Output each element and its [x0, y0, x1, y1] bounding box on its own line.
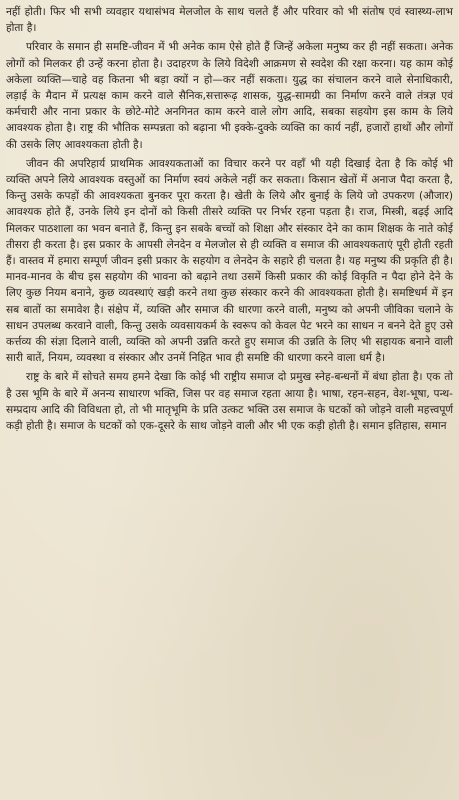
paragraph-4: राष्ट्र के बारे में सोचते समय हमने देखा कि कोई भी राष्ट्रीय समाज दो प्रमुख स्नेह-बन्धनों में बंधा होता है। एक तो है उस भूमि के बारे में अनन्य साधारण भक्ति, जिस पर वह समाज रहता आया है। भाषा, रहन-सहन, वेश-भूषा, पन्थ-सम्प्रदाय आदि की विविधता हो, तो भी मातृभूमि के प्रति उत्कट भक्ति उस समाज के घटकों को जोड़ने वाली महत्त्वपूर्ण कड़ी होती है। समाज के घटकों को एक-दूसरे के साथ जोड़ने वाली और भी एक कड़ी होती है। समान इतिहास, समान	[6, 371, 453, 433]
paragraph-3: जीवन की अपरिहार्य प्राथमिक आवश्यकताओं का विचार करने पर वहाँ भी यही दिखाई देता है कि कोई भी व्यक्ति अपने लिये आवश्यक वस्तुओं का निर्माण स्वयं अकेले नहीं कर सकता। किसान खेतों में अनाज पैदा करता है, किन्तु उसके कपड़ों की आवश्यकता बुनकर पूरा करता है। खेती के लिये और बुनाई के लिये जो उपकरण (औजार) आवश्यक होते हैं, उनके लिये इन दोनों को किसी तीसरे व्यक्ति पर निर्भर रहना पड़ता है। राज, मिस्त्री, बढ़ई आदि मिलकर पाठशाला का भवन बनाते हैं, किन्तु इन सबके बच्चों को शिक्षा और संस्कार देने का काम शिक्षक के नाते कोई तीसरा ही करता है। इस प्रकार के आपसी लेनदेन व मेलजोल से ही व्यक्ति व समाज की आवश्यकताएं पूरी होती रहती हैं। वास्तव में हमारा सम्पूर्ण जीवन इसी प्रकार के सहयोग व लेनदेन के सहारे ही चलता है। यह मनुष्य की प्रकृति ही है। मानव-मानव के बीच इस सहयोग की भावना को बढ़ाने तथा उसमें किसी प्रकार की कोई विकृति न पैदा होने देने के लिए कुछ नियम बनाने, कुछ व्यवस्थाएं खड़ी करने तथा कुछ संस्कार करने की आवश्यकता होती है। समष्टिधर्म में इन सब बातों का समावेश है। संक्षेप में, व्यक्ति और समाज की धारणा करने वाली, मनुष्य को अपनी जीविका चलाने के साधन उपलब्ध करवाने वाली, किन्तु उसके व्यवसायकर्म के स्वरूप को केवल पेट भरने का साधन न बनने देते हुए उसे कर्त्तव्य की संज्ञा दिलाने वाली, व्यक्ति को अपनी उन्नति करते हुए समाज की उन्नति के लिए भी सहायक बनाने वाली सारी बातें, नियम, व्यवस्था व संस्कार और उनमें निहित भाव ही समष्टि की धारणा करने वाला धर्म है।	[6, 157, 453, 365]
paragraph-1: नहीं होती। फिर भी सभी व्यवहार यथासंभव मेलजोल के साथ चलते हैं और परिवार को भी संतोष एवं स्वास्थ्य-लाभ होता है।	[6, 6, 453, 35]
paragraph-2: परिवार के समान ही समष्टि-जीवन में भी अनेक काम ऐसे होते हैं जिन्हें अकेला मनुष्य कर ही नहीं सकता। अनेक लोगों को मिलकर ही उन्हें करना होता है। उदाहरण के लिये विदेशी आक्रमण से स्वदेश की रक्षा करना। यह काम कोई अकेला व्यक्ति—चाहे वह कितना भी बड़ा क्यों न हो—कर नहीं सकता। युद्ध का संचालन करने वाले सेनाधिकारी, लड़ाई के मैदान में प्रत्यक्ष काम करने वाले सैनिक,सत्तारूढ़ शासक, युद्ध-सामग्री का निर्माण करने वाले तंत्रज्ञ एवं कर्मचारी और नाना प्रकार के छोटे-मोटे अनगिनत काम करने वाले लोग आदि, सबका सहयोग इस काम के लिये आवश्यक होता है। राष्ट्र की भौतिक सम्पन्नता को बढ़ाना भी इक्के-दुक्के व्यक्ति का कार्य नहीं, हजारों हाथों और लोगों की उसके लिए आवश्यकता होती है।	[6, 41, 453, 151]
